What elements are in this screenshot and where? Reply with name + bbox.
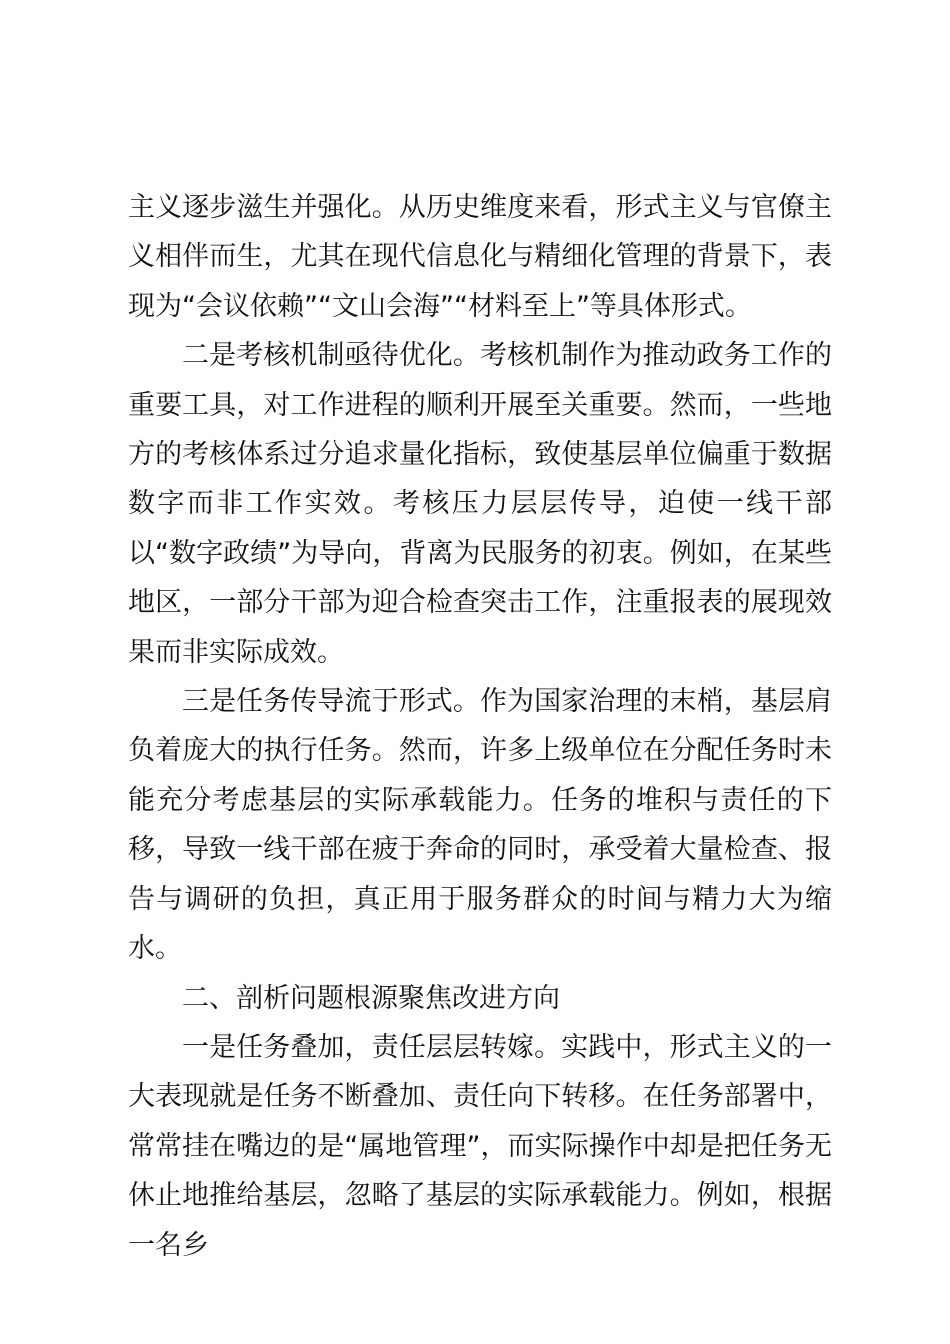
section-heading-root-causes: 二、剖析问题根源聚焦改进方向	[182, 982, 560, 1014]
paragraph-continuation: 主义逐步滋生并强化。从历史维度来看，形式主义与官僚主义相伴而生，尤其在现代信息化与精细化管理的背景下，表现为“会议依赖”“文山会海”“材料至上”等具体形式。	[128, 192, 832, 322]
paragraph-assessment-mechanism: 二是考核机制亟待优化。考核机制作为推动政务工作的重要工具，对工作进程的顺利开展至关重要。然而，一些地方的考核体系过分追求量化指标，致使基层单位偏重于数据数字而非工作实效。考核压力层层传导，迫使一线干部以“数字政绩”为导向，背离为民服务的初衷。例如，在某些地区，一部分干部为迎合检查突击工作，注重报表的展现效果而非实际成效。	[128, 340, 832, 668]
paragraph-task-transmission: 三是任务传导流于形式。作为国家治理的末梢，基层肩负着庞大的执行任务。然而，许多上级单位在分配任务时未能充分考虑基层的实际承载能力。任务的堆积与责任的下移，导致一线干部在疲于奔命的同时，承受着大量检查、报告与调研的负担，真正用于服务群众的时间与精力大为缩水。	[128, 686, 832, 965]
paragraph-task-stacking: 一是任务叠加，责任层层转嫁。实践中，形式主义的一大表现就是任务不断叠加、责任向下转移。在任务部署中，常常挂在嘴边的是“属地管理”，而实际操作中却是把任务无休止地推给基层，忽略了基层的实际承载能力。例如，根据一名乡	[128, 1031, 832, 1261]
document-body	[128, 183, 832, 1270]
